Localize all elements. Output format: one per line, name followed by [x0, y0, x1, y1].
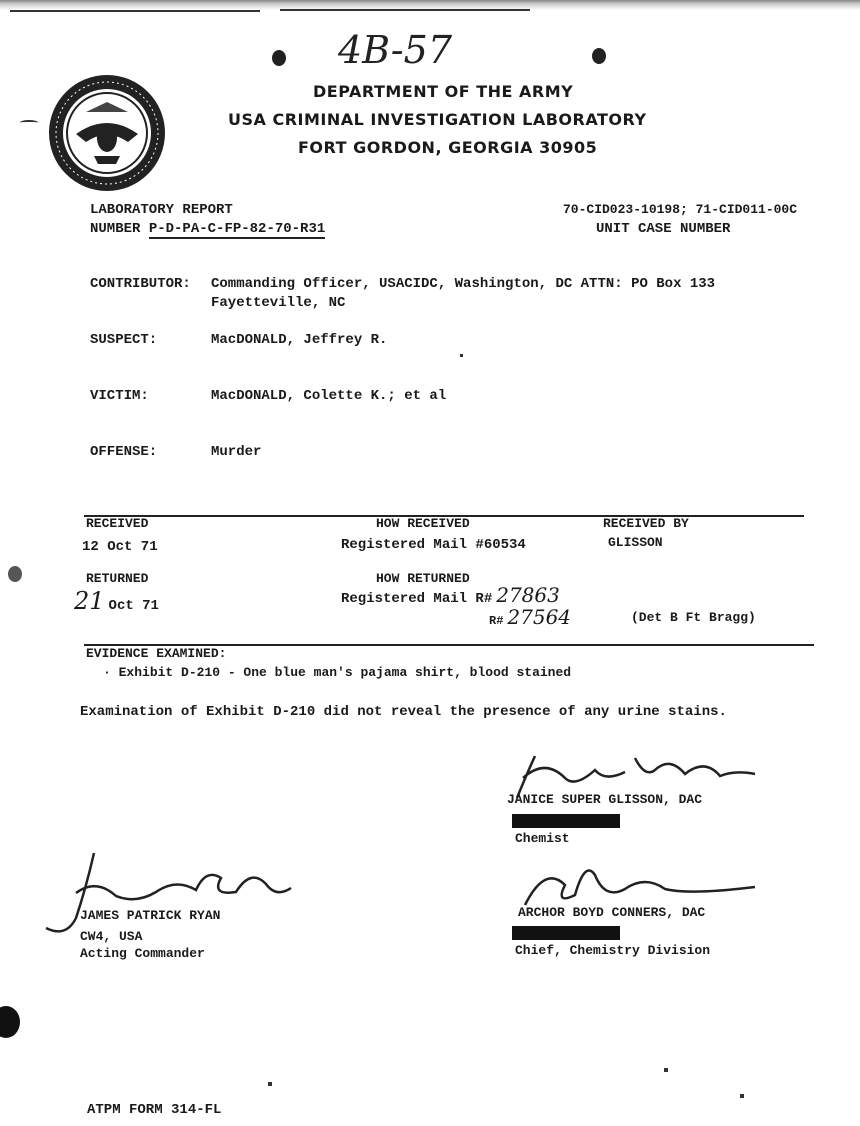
- scan-speck: [460, 354, 463, 357]
- chemist-name: JANICE SUPER GLISSON, DAC: [507, 792, 703, 807]
- chief-title: Chief, Chemistry Division: [515, 943, 711, 958]
- offense-label: OFFENSE:: [90, 444, 158, 460]
- report-number-line: [90, 221, 325, 237]
- unit-case-label: UNIT CASE NUMBER: [596, 221, 731, 237]
- returned-destination: (Det B Ft Bragg): [631, 610, 756, 625]
- registered-prefix: R#: [489, 614, 504, 628]
- report-number-prefix: NUMBER: [90, 221, 141, 237]
- contributor-line2: Fayetteville, NC: [211, 295, 346, 311]
- handwritten-file-number: 4B-57: [338, 28, 452, 72]
- punch-hole: [592, 48, 606, 64]
- victim-value: MacDONALD, Colette K.; et al: [211, 388, 447, 404]
- chief-name: ARCHOR BOYD CONNERS, DAC: [518, 905, 706, 920]
- header-laboratory: USA CRIMINAL INVESTIGATION LABORATORY: [228, 110, 647, 129]
- returned-date: Oct 71: [108, 598, 159, 614]
- chemist-title: Chemist: [515, 831, 570, 846]
- evidence-item: · Exhibit D-210 - One blue man's pajama shirt, blood stained: [103, 665, 572, 680]
- scan-line: [10, 10, 260, 12]
- how-returned-value: Registered Mail R#: [341, 591, 493, 607]
- received-by-label: RECEIVED BY: [603, 516, 689, 531]
- how-returned-line: [341, 583, 560, 607]
- unit-case-numbers: 70-CID023-10198; 71-CID011-00C: [563, 202, 798, 217]
- commander-name: JAMES PATRICK RYAN: [80, 908, 221, 923]
- contributor-line1: Commanding Officer, USACIDC, Washington, DC ATTN: PO Box 133: [211, 276, 716, 292]
- scan-speck: [20, 120, 38, 125]
- victim-label: VICTIM:: [90, 388, 149, 404]
- commander-signature: [36, 848, 296, 938]
- form-number: ATPM FORM 314-FL: [87, 1102, 222, 1118]
- header-location: FORT GORDON, GEORGIA 30905: [298, 138, 598, 157]
- how-received-value: Registered Mail #60534: [341, 537, 526, 553]
- punch-hole: [272, 50, 286, 66]
- suspect-label: SUSPECT:: [90, 332, 158, 348]
- scan-speck: [740, 1094, 744, 1098]
- punch-hole: [0, 1006, 20, 1038]
- redaction-bar: [512, 814, 620, 828]
- commander-rank: CW4, USA: [80, 929, 143, 944]
- scan-speck: [8, 566, 22, 582]
- registered-number-handwritten-1: 27863: [496, 583, 560, 607]
- received-label: RECEIVED: [86, 516, 149, 531]
- redaction-bar: [512, 926, 620, 940]
- received-date: 12 Oct 71: [82, 539, 158, 555]
- returned-label: RETURNED: [86, 571, 149, 586]
- report-label: LABORATORY REPORT: [90, 202, 233, 218]
- report-number: P-D-PA-C-FP-82-70-R31: [148, 221, 326, 237]
- evidence-item-text: Exhibit D-210 - One blue man's pajama shirt, blood stained: [118, 665, 572, 680]
- suspect-value: MacDONALD, Jeffrey R.: [211, 332, 388, 348]
- scan-speck: [268, 1082, 272, 1086]
- offense-value: Murder: [211, 444, 262, 460]
- evidence-finding: Examination of Exhibit D-210 did not reveal the presence of any urine stains.: [80, 704, 727, 720]
- returned-date-line: [74, 587, 159, 615]
- commander-title: Acting Commander: [80, 946, 205, 961]
- dod-seal-icon: [46, 72, 168, 194]
- received-by-value: GLISSON: [608, 535, 663, 550]
- contributor-label: CONTRIBUTOR:: [90, 276, 191, 292]
- header-department: DEPARTMENT OF THE ARMY: [313, 82, 574, 101]
- how-returned-line-2: [489, 605, 571, 629]
- how-returned-label: HOW RETURNED: [376, 571, 470, 586]
- how-received-label: HOW RECEIVED: [376, 516, 470, 531]
- registered-number-handwritten-2: 27564: [507, 605, 572, 629]
- scan-line: [280, 9, 530, 11]
- evidence-label: EVIDENCE EXAMINED:: [86, 646, 227, 661]
- scan-speck: [664, 1068, 668, 1072]
- returned-day-handwritten: 21: [74, 587, 105, 615]
